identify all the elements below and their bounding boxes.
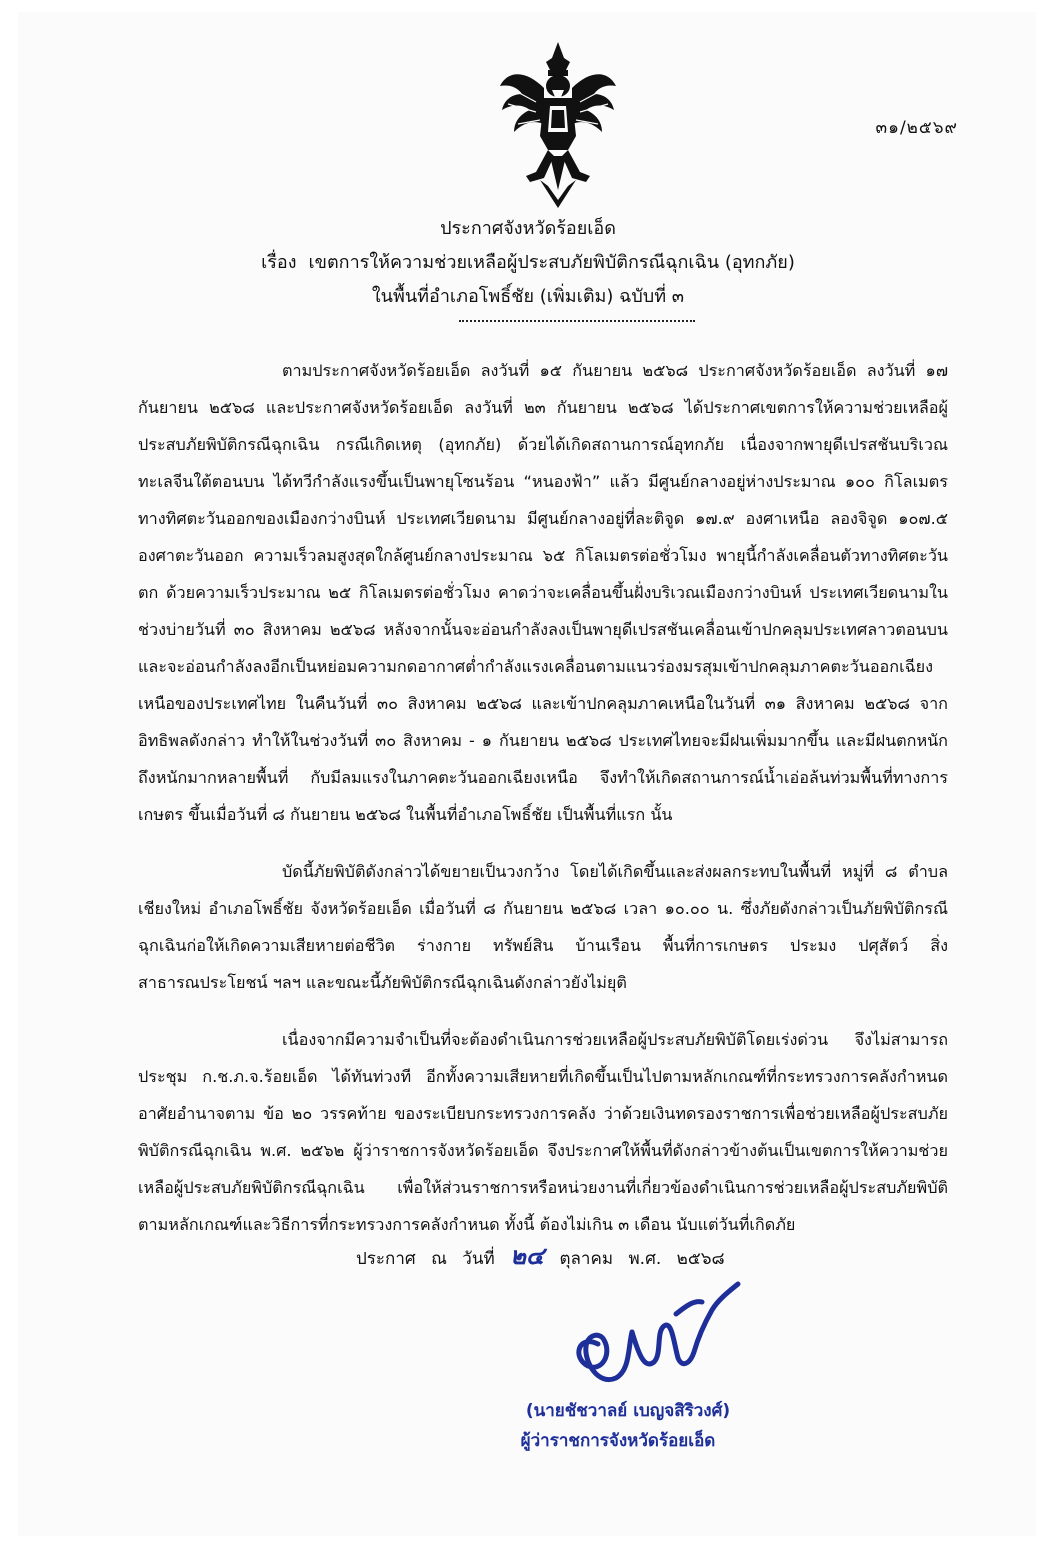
announcement-title: ประกาศจังหวัดร้อยเอ็ด — [440, 218, 616, 239]
dotted-divider — [459, 320, 695, 322]
signatory-position: ผู้ว่าราชการจังหวัดร้อยเอ็ด — [520, 1431, 716, 1451]
announcement-body — [138, 352, 948, 1263]
signatory-block — [458, 1396, 798, 1456]
paragraph-background: ตามประกาศจังหวัดร้อยเอ็ด ลงวันที่ ๑๕ กันยายน ๒๕๖๘ ประกาศจังหวัดร้อยเอ็ด ลงวันที่ ๑๗ กันยายน ๒๕๖๘ และประกาศจังหวัดร้อยเอ็ด ลงวันที่ ๒๓ กันยายน ๒๕๖๘ ได้ประกาศเขตการให้ความช่วยเหลือผู้ประสบภัยพิบัติกรณีฉุกเฉิน กรณีเกิดเหตุ (อุทกภัย) ด้วยได้เกิดสถานการณ์อุทกภัย เนื่องจากพายุดีเปรสชันบริเวณทะเลจีนใต้ตอนบน ได้ทวีกำลังแรงขึ้นเป็นพายุโซนร้อน “หนองฟ้า” แล้ว มีศูนย์กลางอยู่ห่างประมาณ ๑๐๐ กิโลเมตร ทางทิศตะวันออกของเมืองกว่างบินห์ ประเทศเวียดนาม มีศูนย์กลางอยู่ที่ละติจูด ๑๗.๙ องศาเหนือ ลองจิจูด ๑๐๗.๕ องศาตะวันออก ความเร็วลมสูงสุดใกล้ศูนย์กลางประมาณ ๖๕ กิโลเมตรต่อชั่วโมง พายุนี้กำลังเคลื่อนตัวทางทิศตะวันตก ด้วยความเร็วประมาณ ๒๕ กิโลเมตรต่อชั่วโมง คาดว่าจะเคลื่อนขึ้นฝั่งบริเวณเมืองกว่างบินห์ ประเทศเวียดนามในช่วงบ่ายวันที่ ๓๐ สิงหาคม ๒๕๖๘ หลังจากนั้นจะอ่อนกำลังลงเป็นพายุดีเปรสชันเคลื่อนเข้าปกคลุมประเทศลาวตอนบน และจะอ่อนกำลังลงอีกเป็นหย่อมความกดอากาศต่ำกำลังแรงเคลื่อนตามแนวร่องมรสุมเข้าปกคลุมภาคตะวันออกเฉียงเหนือของประเทศไทย ในคืนวันที่ ๓๐ สิงหาคม ๒๕๖๘ และเข้าปกคลุมภาคเหนือในวันที่ ๓๑ สิงหาคม ๒๕๖๘ จากอิทธิพลดังกล่าว ทำให้ในช่วงวันที่ ๓๐ สิงหาคม - ๑ กันยายน ๒๕๖๘ ประเทศไทยจะมีฝนเพิ่มมากขึ้น และมีฝนตกหนักถึงหนักมากหลายพื้นที่ กับมีลมแรงในภาคตะวันออกเฉียงเหนือ จึงทำให้เกิดสถานการณ์น้ำเอ่อล้นท่วมพื้นที่ทางการเกษตร ขึ้นเมื่อวันที่ ๘ กันยายน ๒๕๖๘ ในพื้นที่อำเภอโพธิ์ชัย เป็นพื้นที่แรก นั้น — [138, 361, 948, 824]
handwritten-signature — [558, 1274, 748, 1394]
paragraph-current-status: บัดนี้ภัยพิบัติดังกล่าวได้ขยายเป็นวงกว้าง โดยได้เกิดขึ้นและส่งผลกระทบในพื้นที่ หมู่ที่ ๘ ตำบลเชียงใหม่ อำเภอโพธิ์ชัย จังหวัดร้อยเอ็ด เมื่อวันที่ ๘ กันยายน ๒๕๖๘ เวลา ๑๐.๐๐ น. ซึ่งภัยดังกล่าวเป็นภัยพิบัติกรณีฉุกเฉินก่อให้เกิดความเสียหายต่อชีวิต ร่างกาย ทรัพย์สิน บ้านเรือน พื้นที่การเกษตร ประมง ปศุสัตว์ สิ่งสาธารณประโยชน์ ฯลฯ และขณะนี้ภัยพิบัติกรณีฉุกเฉินดังกล่าวยังไม่ยุติ — [138, 862, 948, 992]
document-number: ๓๑/๒๕๖๙ — [875, 118, 958, 138]
dateline-year: ๒๕๖๘ — [676, 1249, 725, 1269]
signatory-name: (นายชัชวาลย์ เบญจสิริวงศ์) — [525, 1401, 731, 1421]
heading-block — [148, 212, 908, 314]
dateline-at: ณ — [431, 1249, 447, 1269]
dateline-day-label: วันที่ — [462, 1249, 495, 1269]
subject-line-2: ในพื้นที่อำเภอโพธิ์ชัย (เพิ่มเติม) ฉบับที่ ๓ — [371, 286, 685, 307]
document-page — [18, 12, 1036, 1536]
subject-label: เรื่อง — [261, 252, 297, 273]
dateline-day: ๒๔ — [510, 1241, 545, 1270]
subject-text: เขตการให้ความช่วยเหลือผู้ประสบภัยพิบัติกรณีฉุกเฉิน (อุทกภัย) — [308, 252, 795, 273]
dateline-month: ตุลาคม — [559, 1249, 614, 1269]
dateline — [356, 1236, 735, 1275]
dateline-era: พ.ศ. — [628, 1249, 662, 1269]
subject-line-1 — [148, 246, 908, 280]
dateline-prefix: ประกาศ — [356, 1249, 416, 1269]
garuda-emblem-icon — [496, 40, 620, 210]
paragraph-declaration: เนื่องจากมีความจำเป็นที่จะต้องดำเนินการช่วยเหลือผู้ประสบภัยพิบัติโดยเร่งด่วน จึงไม่สามารถประชุม ก.ช.ภ.จ.ร้อยเอ็ด ได้ทันท่วงที อีกทั้งความเสียหายที่เกิดขึ้นเป็นไปตามหลักเกณฑ์ที่กระทรวงการคลังกำหนด อาศัยอำนาจตาม ข้อ ๒๐ วรรคท้าย ของระเบียบกระทรวงการคลัง ว่าด้วยเงินทดรองราชการเพื่อช่วยเหลือผู้ประสบภัยพิบัติกรณีฉุกเฉิน พ.ศ. ๒๕๖๒ ผู้ว่าราชการจังหวัดร้อยเอ็ด จึงประกาศให้พื้นที่ดังกล่าวข้างต้นเป็นเขตการให้ความช่วยเหลือผู้ประสบภัยพิบัติกรณีฉุกเฉิน เพื่อให้ส่วนราชการหรือหน่วยงานที่เกี่ยวข้องดำเนินการช่วยเหลือผู้ประสบภัยพิบัติตามหลักเกณฑ์และวิธีการที่กระทรวงการคลังกำหนด ทั้งนี้ ต้องไม่เกิน ๓ เดือน นับแต่วันที่เกิดภัย — [138, 1030, 948, 1234]
